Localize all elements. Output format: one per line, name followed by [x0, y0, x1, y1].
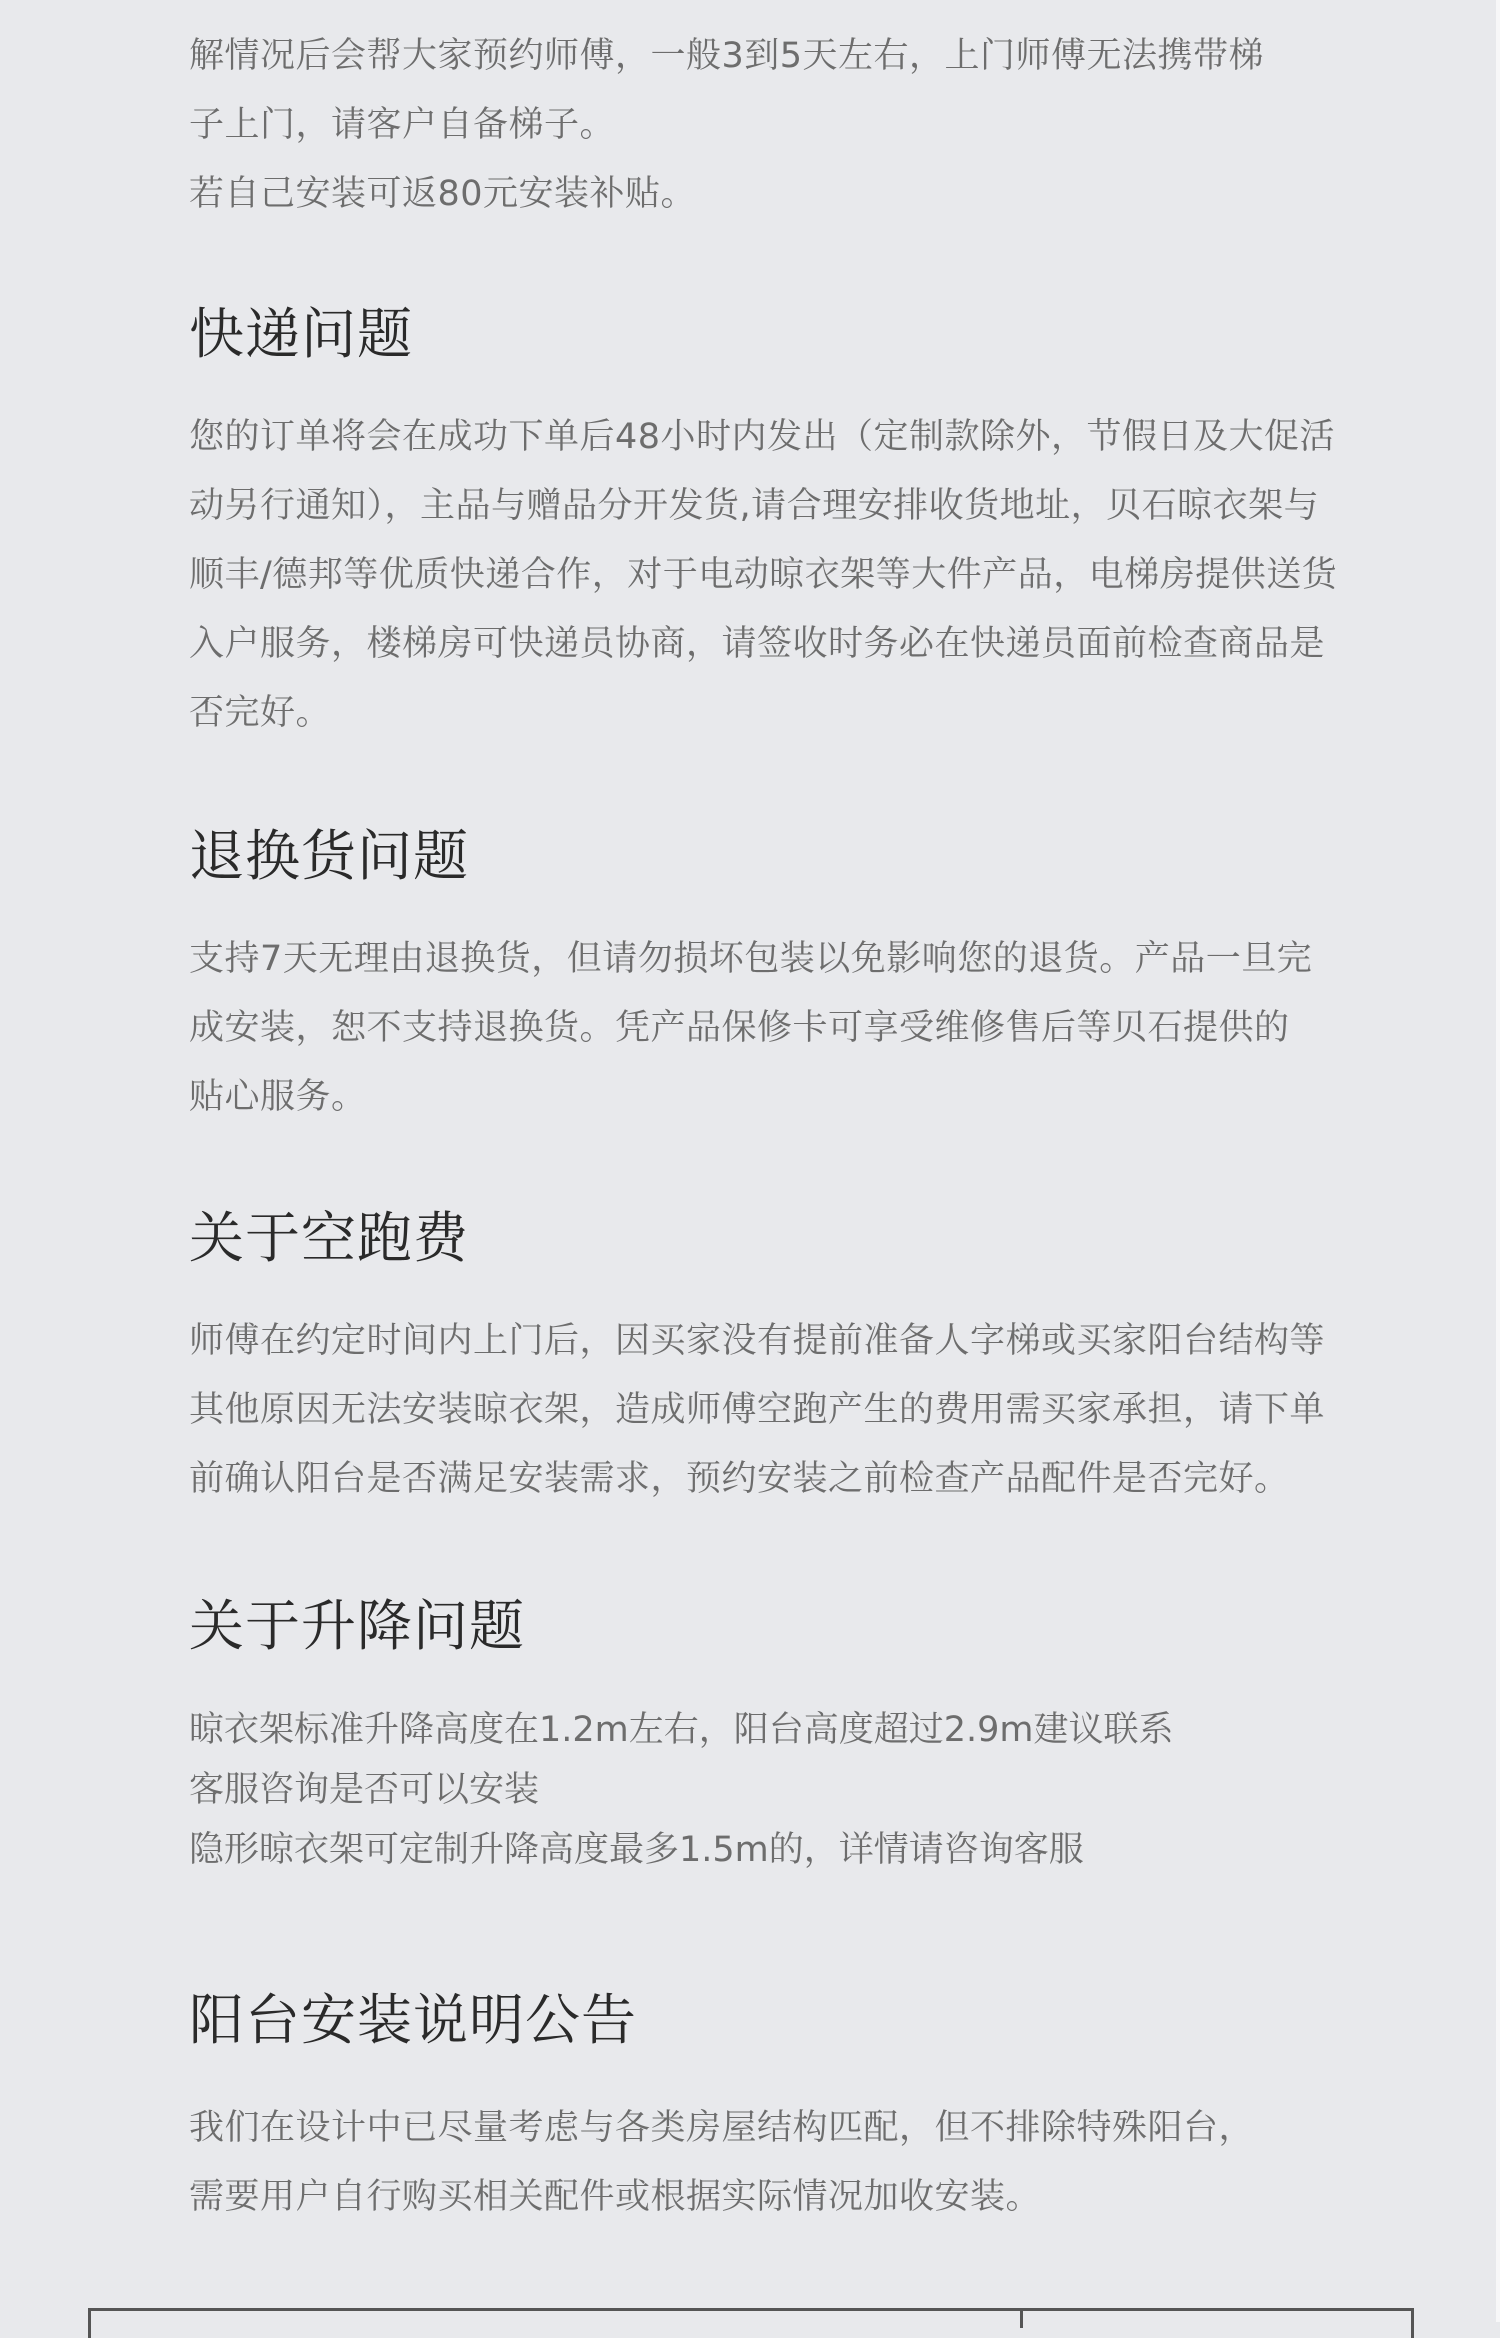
express-line: 入户服务，楼梯房可快递员协商，请签收时务必在快递员面前检查商品是	[189, 624, 1326, 664]
empty-trip-line: 前确认阳台是否满足安装需求，预约安装之前检查产品配件是否完好。	[189, 1459, 1290, 1499]
notice-paragraph	[189, 2094, 1429, 2232]
express-line: 动另行通知），主品与赠品分开发货,请合理安排收货地址，贝石晾衣架与	[189, 486, 1320, 526]
empty-trip-line: 师傅在约定时间内上门后，因买家没有提前准备人字梯或买家阳台结构等	[189, 1321, 1326, 1361]
intro-paragraph	[189, 22, 1429, 229]
express-text	[189, 403, 1429, 748]
section-title: 阳台安装说明公告	[189, 1988, 638, 2052]
lifting-line: 隐形晾衣架可定制升降高度最多1.5m的，详情请咨询客服	[189, 1830, 1084, 1870]
notice-line: 需要用户自行购买相关配件或根据实际情况加收安装。	[189, 2177, 1042, 2217]
express-line: 您的订单将会在成功下单后48小时内发出（定制款除外，节假日及大促活	[189, 417, 1336, 457]
returns-text	[189, 925, 1429, 1132]
lifting-line: 晾衣架标准升降高度在1.2m左右，阳台高度超过2.9m建议联系	[189, 1710, 1174, 1750]
express-line: 顺丰/德邦等优质快递合作，对于电动晾衣架等大件产品，电梯房提供送货	[189, 555, 1338, 595]
intro-line: 解情况后会帮大家预约师傅，一般3到5天左右，上门师傅无法携带梯	[189, 36, 1265, 76]
section-title: 快递问题	[189, 302, 414, 366]
returns-line: 成安装，恕不支持退换货。凭产品保修卡可享受维修售后等贝石提供的	[189, 1008, 1290, 1048]
scroll-edge	[1496, 0, 1500, 2322]
returns-line: 支持7天无理由退换货，但请勿损坏包装以免影响您的退货。产品一旦完	[189, 939, 1313, 979]
notice-line: 我们在设计中已尽量考虑与各类房屋结构匹配，但不排除特殊阳台，	[189, 2108, 1255, 2148]
returns-paragraph	[189, 925, 1429, 1132]
lifting-line: 客服咨询是否可以安装	[189, 1770, 540, 1810]
express-line: 否完好。	[189, 693, 332, 733]
intro-text	[189, 22, 1429, 229]
section-title: 关于空跑费	[189, 1206, 470, 1270]
lifting-section	[189, 1582, 1429, 1661]
spec-table-divider	[1020, 2308, 1023, 2328]
intro-line: 若自己安装可返80元安装补贴。	[189, 174, 697, 214]
section-title: 关于升降问题	[189, 1594, 526, 1658]
returns-section	[189, 812, 1429, 891]
empty-trip-line: 其他原因无法安装晾衣架，造成师傅空跑产生的费用需买家承担，请下单	[189, 1390, 1326, 1430]
empty-trip-text	[189, 1307, 1429, 1514]
spec-table-frame	[88, 2308, 1414, 2338]
lifting-paragraph	[189, 1700, 1429, 1880]
notice-text	[189, 2094, 1429, 2232]
notice-section	[189, 1976, 1429, 2055]
lifting-text	[189, 1700, 1429, 1880]
returns-line: 贴心服务。	[189, 1077, 367, 1117]
empty-trip-paragraph	[189, 1307, 1429, 1514]
section-title: 退换货问题	[189, 824, 470, 888]
intro-line: 子上门，请客户自备梯子。	[189, 105, 616, 145]
express-paragraph	[189, 403, 1429, 748]
express-section	[189, 290, 1429, 369]
empty-trip-section	[189, 1194, 1429, 1273]
